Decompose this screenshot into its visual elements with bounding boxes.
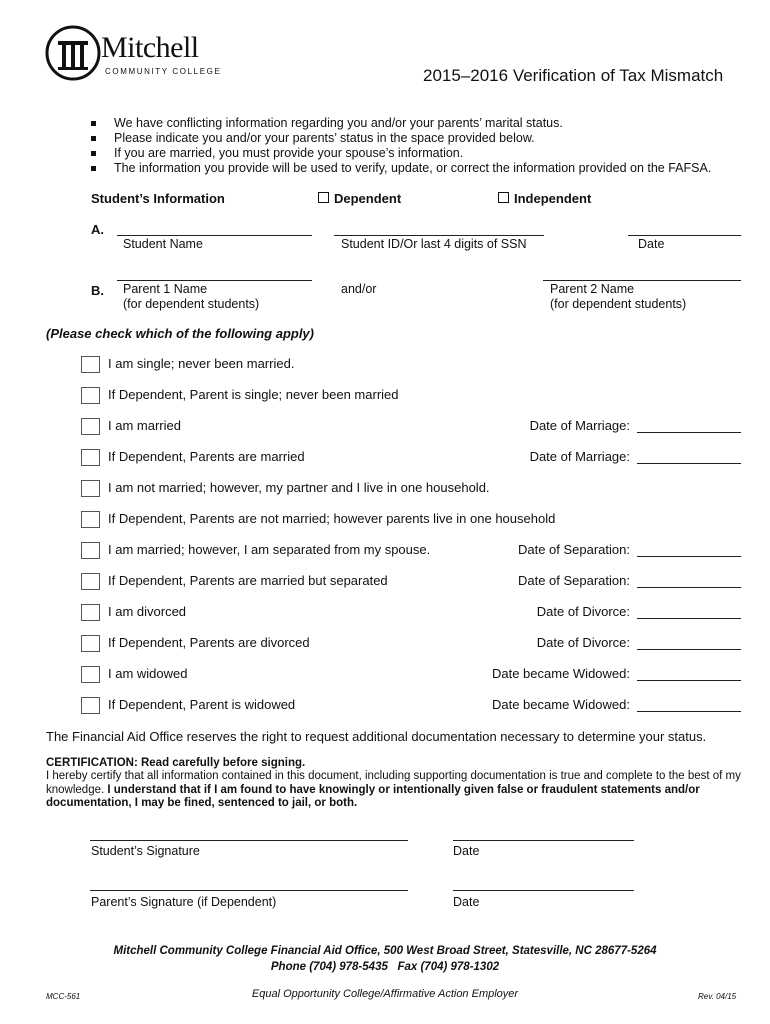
intro-bullet: The information you provide will be used to verify, update, or correct the information provided on the FAFSA.: [90, 161, 711, 176]
intro-bullet: We have conflicting information regarding you and/or your parents’ marital status.: [90, 116, 711, 131]
status-checkbox[interactable]: [81, 542, 100, 559]
status-checkbox[interactable]: [81, 480, 100, 497]
status-option-label: I am married: [108, 418, 181, 433]
check-heading: (Please check which of the following apply): [46, 326, 314, 341]
date-widowed-label: Date became Widowed:: [491, 697, 630, 712]
status-option-label: If Dependent, Parents are divorced: [108, 635, 310, 650]
intro-bullet: If you are married, you must provide your spouse’s information.: [90, 146, 711, 161]
parent2-note: (for dependent students): [550, 297, 687, 311]
independent-option[interactable]: [498, 191, 591, 206]
student-name-label: Student Name: [123, 237, 203, 251]
student-signature-field[interactable]: [90, 840, 408, 841]
logo-name: Mitchell: [101, 31, 199, 64]
student-signature-label: Student’s Signature: [91, 844, 200, 858]
status-option-label: If Dependent, Parent is widowed: [108, 697, 296, 712]
date-widowed-field[interactable]: [637, 680, 741, 681]
andor-label: and/or: [341, 282, 377, 296]
status-option-label: I am single; never been married.: [108, 356, 295, 371]
dependent-label: Dependent: [334, 191, 402, 206]
independent-label: Independent: [514, 191, 592, 206]
parent1-label: Parent 1 Name: [123, 282, 208, 296]
parent-signature-date-label: Date: [453, 895, 480, 909]
page-title: 2015–2016 Verification of Tax Mismatch: [423, 66, 724, 85]
status-option-label: I am married; however, I am separated from my spouse.: [108, 542, 431, 557]
reserve-note: The Financial Aid Office reserves the right to request additional documentation necessary to determine your status.: [46, 729, 707, 744]
student-id-field[interactable]: [334, 235, 544, 236]
status-option-label: I am divorced: [108, 604, 187, 619]
date-of-marriage-field[interactable]: [637, 463, 741, 464]
date-of-separation-label: Date of Separation:: [517, 542, 630, 557]
row-a-label: A.: [91, 222, 104, 237]
parent-signature-date-field[interactable]: [453, 890, 634, 891]
parent2-name-field[interactable]: [543, 280, 741, 281]
student-name-field[interactable]: [117, 235, 312, 236]
parent2-label: Parent 2 Name: [550, 282, 635, 296]
college-seal-icon: [45, 25, 101, 81]
student-info-heading: Student’s Information: [91, 191, 225, 206]
intro-bullet-list: [90, 116, 711, 176]
parent1-note: (for dependent students): [123, 297, 260, 311]
status-checkbox[interactable]: [81, 697, 100, 714]
status-checkbox[interactable]: [81, 387, 100, 404]
footer-eeo: Equal Opportunity College/Affirmative Action Employer: [251, 988, 519, 1000]
status-checkbox[interactable]: [81, 604, 100, 621]
student-signature-date-field[interactable]: [453, 840, 634, 841]
parent-signature-field[interactable]: [90, 890, 408, 891]
status-checkbox[interactable]: [81, 418, 100, 435]
certification-bold: I understand that if I am found to have knowingly or intentionally given false or fraudulent statements and/or documentation, I may be fined, sentenced to jail, or both.: [46, 783, 700, 809]
intro-bullet: Please indicate you and/or your parents’ status in the space provided below.: [90, 131, 711, 146]
status-option-label: If Dependent, Parents are married: [108, 449, 305, 464]
date-of-divorce-field[interactable]: [637, 618, 741, 619]
row-b-label: B.: [91, 283, 104, 298]
certification-plain: I hereby certify that all information contained in this document, including supporting documentation is true and complete to the best of my knowledge.: [46, 770, 741, 796]
footer-address: Mitchell Community College Financial Aid Office, 500 West Broad Street, Statesville, NC 28677-5264: [113, 945, 657, 957]
student-id-label: Student ID/Or last 4 digits of SSN: [341, 237, 527, 251]
status-option-label: If Dependent, Parents are married but separated: [108, 573, 388, 588]
date-of-separation-field[interactable]: [637, 587, 741, 588]
college-logo: [45, 25, 225, 81]
status-option-label: If Dependent, Parents are not married; however parents live in one household: [108, 511, 556, 526]
independent-checkbox[interactable]: [498, 192, 509, 203]
date-of-marriage-field[interactable]: [637, 432, 741, 433]
status-option-label: I am not married; however, my partner and I live in one household.: [108, 480, 490, 495]
certification-heading: CERTIFICATION: Read carefully before signing.: [46, 757, 306, 769]
status-checkbox[interactable]: [81, 666, 100, 683]
status-checkbox[interactable]: [81, 356, 100, 373]
logo-subtitle: COMMUNITY COLLEGE: [105, 67, 222, 76]
status-checkbox[interactable]: [81, 511, 100, 528]
parent-signature-label: Parent’s Signature (if Dependent): [91, 895, 277, 909]
dependent-option[interactable]: [318, 191, 401, 206]
status-checkbox[interactable]: [81, 635, 100, 652]
date-of-marriage-label: Date of Marriage:: [529, 449, 630, 464]
status-checkbox[interactable]: [81, 449, 100, 466]
parent1-name-field[interactable]: [117, 280, 312, 281]
footer-phone: Phone (704) 978-5435 Fax (704) 978-1302: [270, 961, 500, 973]
status-checkbox[interactable]: [81, 573, 100, 590]
date-of-separation-field[interactable]: [637, 556, 741, 557]
date-label: Date: [638, 237, 665, 251]
student-signature-date-label: Date: [453, 844, 480, 858]
date-of-divorce-label: Date of Divorce:: [536, 604, 630, 619]
footer-rev: Rev. 04/15: [698, 992, 737, 1001]
date-field[interactable]: [628, 235, 741, 236]
certification-text: [46, 770, 746, 811]
date-of-divorce-field[interactable]: [637, 649, 741, 650]
status-option-label: I am widowed: [108, 666, 188, 681]
footer-form-id: MCC-561: [46, 992, 81, 1001]
date-of-marriage-label: Date of Marriage:: [529, 418, 630, 433]
date-widowed-field[interactable]: [637, 711, 741, 712]
status-option-label: If Dependent, Parent is single; never been married: [108, 387, 399, 402]
date-widowed-label: Date became Widowed:: [491, 666, 630, 681]
dependent-checkbox[interactable]: [318, 192, 329, 203]
date-of-separation-label: Date of Separation:: [517, 573, 630, 588]
date-of-divorce-label: Date of Divorce:: [536, 635, 630, 650]
